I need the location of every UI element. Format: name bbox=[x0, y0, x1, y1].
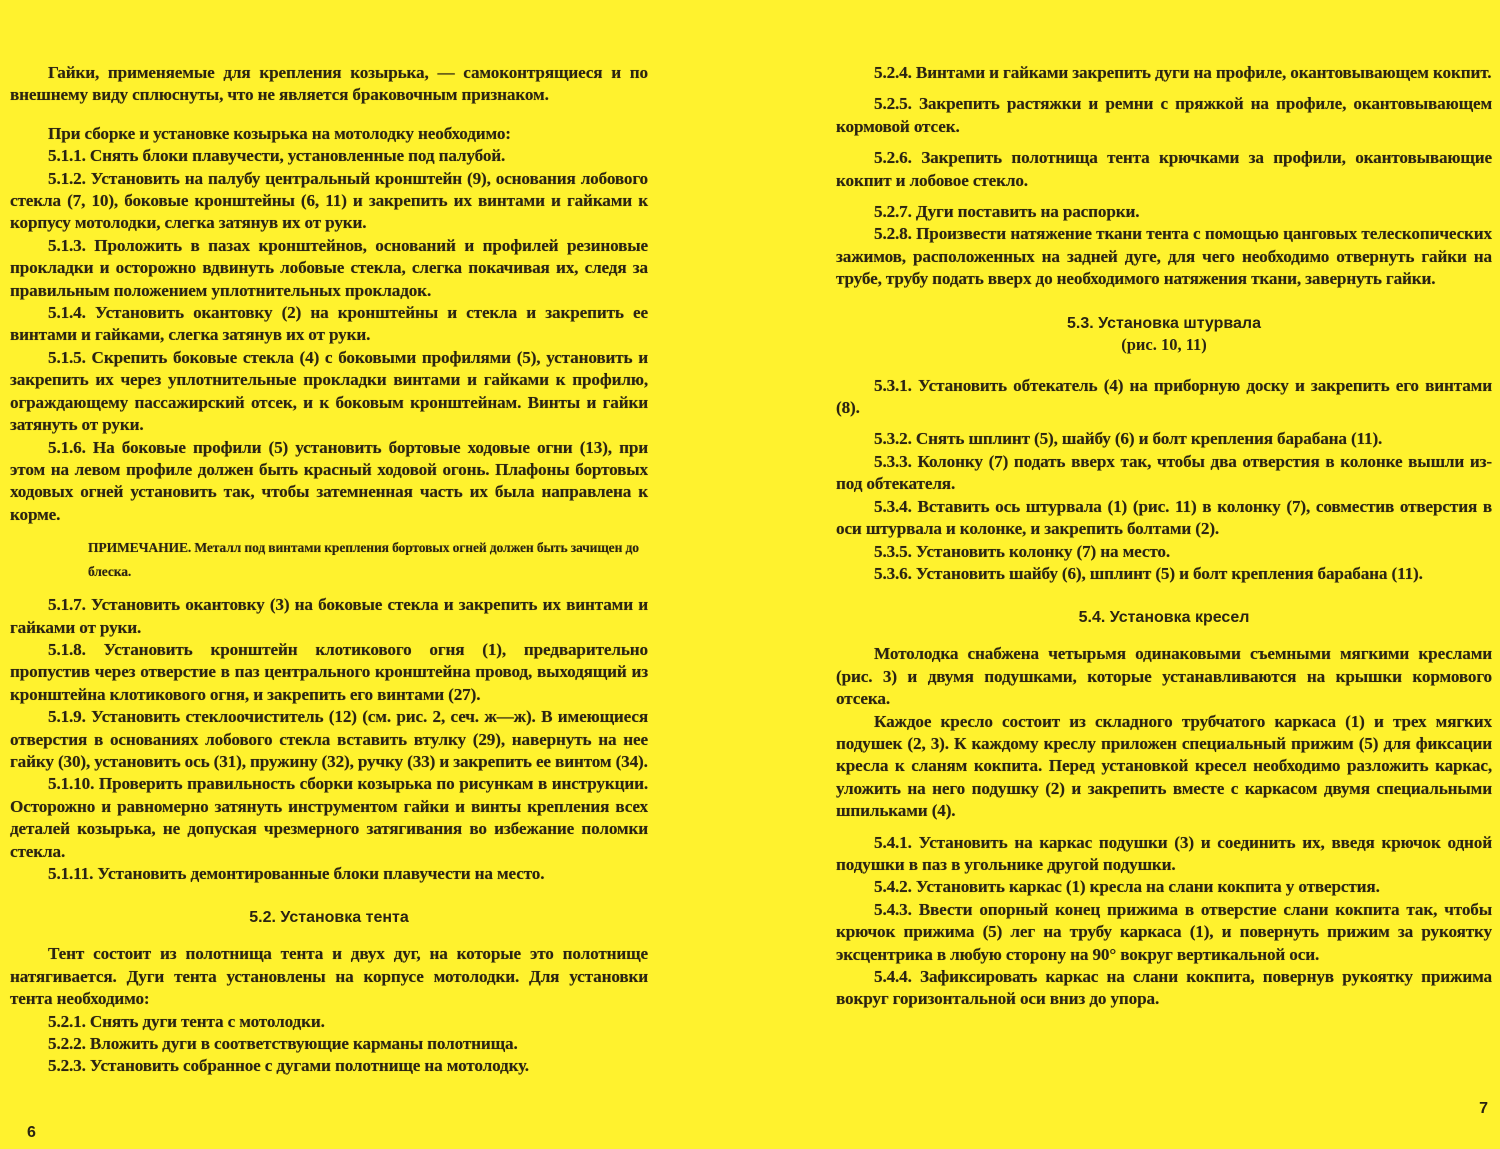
paragraph-5-2-1: 5.2.1. Снять дуги тента с мотолодки. bbox=[48, 1011, 325, 1031]
paragraph-seats-intro: Мотолодка снабжена четырьмя одинаковыми съемными мягкими креслами (рис. 3) и двумя подушками, которые устанавливаются на крышки кормового отсека. bbox=[836, 644, 1492, 709]
paragraph-5-1-4: 5.1.4. Установить окантовку (2) на кронштейны и стекла и закрепить ее винтами и гайками, слегка затянув их от руки. bbox=[10, 303, 648, 345]
paragraph-5-4-4: 5.4.4. Зафиксировать каркас на слани кокпита, повернув рукоятку прижима вокруг горизонтальной оси вниз до упора. bbox=[836, 967, 1492, 1009]
paragraph-5-2-5: 5.2.5. Закрепить растяжки и ремни с пряжкой на профиле, окантовывающем кормовой отсек. bbox=[836, 94, 1492, 136]
paragraph-nuts-note: Гайки, применяемые для крепления козырька, — самоконтрящиеся и по внешнему виду сплюснуты, что не является браковочным признаком. bbox=[10, 63, 648, 105]
paragraph-5-2-2: 5.2.2. Вложить дуги в соответствующие карманы полотнища. bbox=[48, 1034, 518, 1054]
paragraph-5-3-4: 5.3.4. Вставить ось штурвала (1) (рис. 11) в колонку (7), совместив отверстия в оси штурвала и колонке, и закрепить болтами (2). bbox=[836, 496, 1492, 539]
paragraph-5-1-2: 5.1.2. Установить на палубу центральный кронштейн (9), основания лобового стекла (7, 10), боковые кронштейны (6, 11) и закрепить их винтами и гайками к корпусу мотолодки, слегка затянув их от руки. bbox=[10, 168, 648, 233]
paragraph-5-3-5: 5.3.5. Установить колонку (7) на место. bbox=[874, 541, 1170, 561]
paragraph-5-4-3: 5.4.3. Ввести опорный конец прижима в отверстие слани кокпита так, чтобы крючок прижима (5) лег на трубу каркаса (1), и повернуть прижим за рукоятку эксцентрика в любую сторону на 90° вокруг вертикальной оси. bbox=[836, 899, 1492, 964]
left-page bbox=[0, 0, 660, 1149]
paragraph-5-1-11: 5.1.11. Установить демонтированные блоки плавучести на место. bbox=[48, 864, 545, 883]
paragraph-assembly-intro: При сборке и установке козырька на мотолодку необходимо: bbox=[48, 123, 511, 143]
section-subheading-5-3: (рис. 10, 11) bbox=[1121, 334, 1207, 354]
paragraph-5-3-1: 5.3.1. Установить обтекатель (4) на приборную доску и закрепить его винтами (8). bbox=[836, 375, 1492, 418]
paragraph-5-1-6: 5.1.6. На боковые профили (5) установить бортовые ходовые огни (13), при этом на левом профиле должен быть красный ходовой огонь. Плафоны бортовых ходовых огней установить так, чтобы затемненная часть их была направлена к корме. bbox=[10, 437, 648, 524]
paragraph-5-2-3: 5.2.3. Установить собранное с дугами полотнище на мотолодку. bbox=[48, 1056, 529, 1076]
page-number-right: 7 bbox=[1479, 1100, 1488, 1117]
right-page bbox=[828, 0, 1500, 1149]
note-paragraph: ПРИМЕЧАНИЕ. Металл под винтами крепления бортовых огней должен быть зачищен до блеска. bbox=[88, 540, 639, 580]
paragraph-5-1-10: 5.1.10. Проверить правильность сборки козырька по рисункам в инструкции. Осторожно и равномерно затянуть инструментом гайки и винты крепления всех деталей козырька, не допуская чрезмерного затягивания во избежание поломки стекла. bbox=[10, 774, 648, 861]
paragraph-5-4-2: 5.4.2. Установить каркас (1) кресла на слани кокпита у отверстия. bbox=[874, 877, 1380, 897]
paragraph-5-3-6: 5.3.6. Установить шайбу (6), шплинт (5) и болт крепления барабана (11). bbox=[874, 563, 1423, 583]
paragraph-5-1-5: 5.1.5. Скрепить боковые стекла (4) с боковыми профилями (5), установить и закрепить их через уплотнительные прокладки винтами и гайками к профилю, ограждающему пассажирский отсек, и к боковым кронштейнам. Винты и гайки затянуть от руки. bbox=[10, 347, 648, 435]
paragraph-5-2-7: 5.2.7. Дуги поставить на распорки. bbox=[874, 202, 1140, 222]
page-number-left: 6 bbox=[27, 1124, 36, 1141]
section-heading-5-3: 5.3. Установка штурвала bbox=[1067, 314, 1261, 332]
paragraph-5-1-9: 5.1.9. Установить стеклоочиститель (12) (см. рис. 2, сеч. ж—ж). В имеющиеся отверстия в основаниях лобового стекла вставить втулку (29), навернуть на нее гайку (30), установить ось (31), пружину (32), ручку (33) и закрепить ее винтом (34). bbox=[10, 707, 648, 771]
paragraph-5-4-1: 5.4.1. Установить на каркас подушки (3) и соединить их, введя крючок одной подушки в паз в угольнике другой подушки. bbox=[836, 832, 1492, 874]
paragraph-5-3-3: 5.3.3. Колонку (7) подать вверх так, чтобы два отверстия в колонке вышли из-под обтекателя. bbox=[836, 451, 1492, 494]
paragraph-5-1-1: 5.1.1. Снять блоки плавучести, установленные под палубой. bbox=[48, 146, 506, 166]
paragraph-5-3-2: 5.3.2. Снять шплинт (5), шайбу (6) и болт крепления барабана (11). bbox=[874, 429, 1383, 449]
section-heading-5-4: 5.4. Установка кресел bbox=[1078, 609, 1250, 627]
paragraph-5-2-8: 5.2.8. Произвести натяжение ткани тента с помощью цанговых телескопических зажимов, расположенных на задней дуге, для чего необходимо отвернуть гайки на трубе, трубу подать вверх до необходимого натяжения ткани, завернуть гайки. bbox=[836, 224, 1492, 289]
section-heading-5-2: 5.2. Установка тента bbox=[249, 909, 409, 927]
paragraph-5-1-7: 5.1.7. Установить окантовку (3) на боковые стекла и закрепить их винтами и гайками от руки. bbox=[10, 595, 648, 637]
paragraph-5-2-6: 5.2.6. Закрепить полотнища тента крючками за профили, окантовывающие кокпит и лобовое стекло. bbox=[836, 148, 1492, 190]
paragraph-5-2-4: 5.2.4. Винтами и гайками закрепить дуги на профиле, окантовывающем кокпит. bbox=[874, 63, 1492, 82]
paragraph-tent-intro: Тент состоит из полотнища тента и двух дуг, на которые это полотнище натягивается. Дуги тента установлены на корпусе мотолодки. Для установки тента необходимо: bbox=[10, 944, 648, 1009]
paragraph-5-1-8: 5.1.8. Установить кронштейн клотикового огня (1), предварительно пропустив через отверстие в паз центрального кронштейна провод, выходящий из кронштейна клотикового огня, и закрепить его винтами (27). bbox=[10, 639, 648, 704]
paragraph-seat-structure: Каждое кресло состоит из складного трубчатого каркаса (1) и трех мягких подушек (2, 3). К каждому креслу приложен специальный прижим (5) для фиксации кресла к сланям кокпита. Перед установкой кресел необходимо разложить каркас, уложить на него подушку (2) и закрепить вместе с каркасом двумя специальными шпильками (4). bbox=[836, 711, 1492, 821]
paragraph-5-1-3: 5.1.3. Проложить в пазах кронштейнов, оснований и профилей резиновые прокладки и осторожно вдвинуть лобовые стекла, слегка покачивая их, следя за правильным положением уплотнительных прокладок. bbox=[10, 235, 648, 300]
